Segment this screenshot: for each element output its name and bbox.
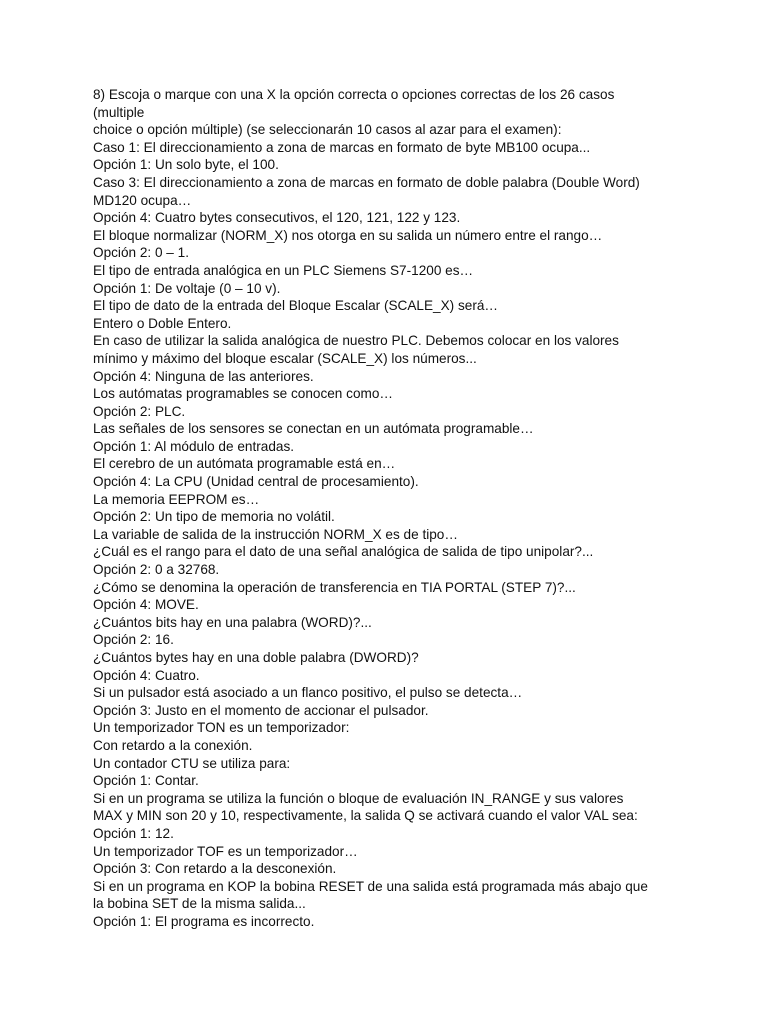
text-line: Opción 2: 0 a 32768. bbox=[93, 562, 220, 578]
text-line: Opción 1: Un solo byte, el 100. bbox=[93, 157, 279, 173]
text-line: Opción 4: Cuatro. bbox=[93, 667, 200, 683]
text-line: Opción 1: El programa es incorrecto. bbox=[93, 913, 315, 929]
text-line: ¿Cuál es el rango para el dato de una señal analógica de salida de tipo unipolar?... bbox=[93, 544, 594, 560]
text-line: El bloque normalizar (NORM_X) nos otorga en su salida un número entre el rango… bbox=[93, 227, 603, 243]
text-line: ¿Cómo se denomina la operación de transferencia en TIA PORTAL (STEP 7)?... bbox=[93, 579, 576, 595]
text-line: Opción 2: PLC. bbox=[93, 403, 186, 419]
text-line: Un temporizador TON es un temporizador: bbox=[93, 720, 350, 736]
text-line: Opción 2: 16. bbox=[93, 632, 174, 648]
text-line: Si en un programa se utiliza la función o bloque de evaluación IN_RANGE y sus valores bbox=[93, 790, 624, 806]
text-line: Opción 4: Cuatro bytes consecutivos, el 120, 121, 122 y 123. bbox=[93, 210, 461, 226]
text-line: Si en un programa en KOP la bobina RESET de una salida está programada más abajo que bbox=[93, 878, 648, 894]
text-line: El tipo de dato de la entrada del Bloque Escalar (SCALE_X) será… bbox=[93, 298, 499, 314]
text-line: Opción 1: 12. bbox=[93, 825, 174, 841]
text-line: Opción 1: De voltaje (0 – 10 v). bbox=[93, 280, 281, 296]
text-line: mínimo y máximo del bloque escalar (SCALE_X) los números... bbox=[93, 350, 477, 366]
text-line: Opción 1: Contar. bbox=[93, 773, 199, 789]
text-line: la bobina SET de la misma salida... bbox=[93, 896, 306, 912]
text-line: ¿Cuántos bits hay en una palabra (WORD)?... bbox=[93, 614, 372, 630]
text-line: Opción 3: Justo en el momento de accionar el pulsador. bbox=[93, 702, 429, 718]
text-line: Opción 2: 0 – 1. bbox=[93, 245, 189, 261]
text-line: Un temporizador TOF es un temporizador… bbox=[93, 843, 358, 859]
text-line: Con retardo a la conexión. bbox=[93, 737, 253, 753]
text-line: Entero o Doble Entero. bbox=[93, 315, 232, 331]
text-line: 8) Escoja o marque con una X la opción correcta o opciones correctas de los 26 casos bbox=[93, 87, 615, 102]
text-line: Opción 1: Al módulo de entradas. bbox=[93, 438, 295, 454]
text-line: Opción 4: MOVE. bbox=[93, 597, 199, 613]
text-line: Opción 2: Un tipo de memoria no volátil. bbox=[93, 509, 335, 525]
text-line: Un contador CTU se utiliza para: bbox=[93, 755, 291, 771]
text-line: Opción 3: Con retardo a la desconexión. bbox=[93, 861, 337, 877]
text-line: choice o opción múltiple) (se seleccionarán 10 casos al azar para el examen): bbox=[93, 122, 562, 138]
text-line: MD120 ocupa… bbox=[93, 192, 192, 208]
text-line: Opción 4: Ninguna de las anteriores. bbox=[93, 368, 314, 384]
text-line: Las señales de los sensores se conectan en un autómata programable… bbox=[93, 421, 534, 437]
text-line: Opción 4: La CPU (Unidad central de procesamiento). bbox=[93, 474, 419, 490]
text-line: Si un pulsador está asociado a un flanco positivo, el pulso se detecta… bbox=[93, 685, 523, 701]
document-page bbox=[93, 86, 693, 931]
text-line: Los autómatas programables se conocen como… bbox=[93, 386, 393, 402]
text-line: La variable de salida de la instrucción NORM_X es de tipo… bbox=[93, 526, 458, 542]
text-line: ¿Cuántos bytes hay en una doble palabra (DWORD)? bbox=[93, 650, 419, 665]
text-line: El tipo de entrada analógica en un PLC Siemens S7-1200 es… bbox=[93, 262, 474, 278]
text-line: Caso 3: El direccionamiento a zona de marcas en formato de doble palabra (Double Word) bbox=[93, 174, 640, 190]
text-line: En caso de utilizar la salida analógica de nuestro PLC. Debemos colocar en los valores bbox=[93, 333, 619, 349]
text-line: La memoria EEPROM es… bbox=[93, 491, 260, 507]
text-line: MAX y MIN son 20 y 10, respectivamente, la salida Q se activará cuando el valor VAL sea: bbox=[93, 808, 638, 824]
text-line: El cerebro de un autómata programable está en… bbox=[93, 456, 396, 472]
text-line: Caso 1: El direccionamiento a zona de marcas en formato de byte MB100 ocupa... bbox=[93, 139, 591, 155]
text-line: (multiple bbox=[93, 104, 145, 120]
